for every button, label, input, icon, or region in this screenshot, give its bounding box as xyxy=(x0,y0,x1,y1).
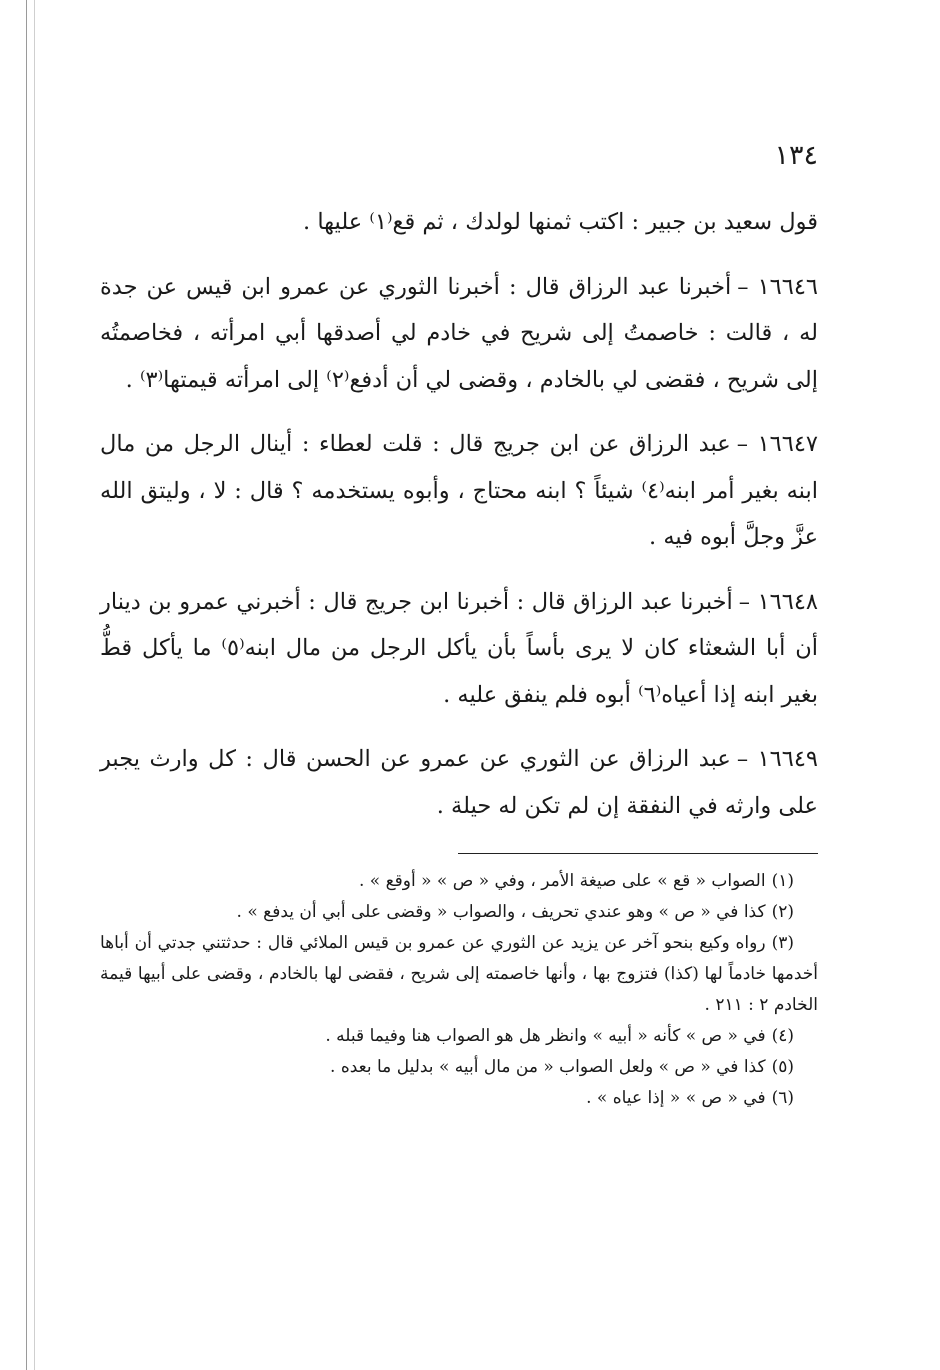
hadith-text: عبد الرزاق عن الثوري عن عمرو عن الحسن قال : كل وارث يجبر على وارثه في النفقة إن لم تكن له حيلة . xyxy=(100,746,818,819)
footnote-6 xyxy=(100,1083,818,1114)
footnote-2 xyxy=(100,897,818,928)
footnote-text: الصواب « قع » على صيغة الأمر ، وفي « ص » « أوقع » . xyxy=(359,871,766,891)
scan-edge-line-inner xyxy=(34,0,35,1370)
footnote-1 xyxy=(100,866,818,897)
book-page xyxy=(100,140,818,1114)
hadith-text: عبد الرزاق عن ابن جريج قال : قلت لعطاء : أينال الرجل من مال ابنه بغير أمر ابنه⁽٤⁾ شيئاً ؟ ابنه محتاج ، وأبوه يستخدمه ؟ قال : لا ، وليتق الله عزَّ وجلَّ أبوه فيه . xyxy=(100,431,818,550)
footnote-3 xyxy=(100,928,818,1021)
page-number: ١٣٤ xyxy=(774,140,818,171)
footnote-mark: (٤) xyxy=(771,1026,794,1046)
footnote-mark: (٥) xyxy=(771,1057,794,1077)
hadith-16648 xyxy=(100,579,818,719)
scan-edge-line xyxy=(26,0,27,1370)
hadith-text: أخبرنا عبد الرزاق قال : أخبرنا الثوري عن عمرو ابن قيس عن جدة له ، قالت : خاصمتُ إلى شريح في خادم لي أصدقها أبي امرأته ، فخاصمتُه إلى شريح ، فقضى لي بالخادم ، وقضى لي أن أدفع⁽٢⁾ إلى امرأته قيمتها⁽٣⁾ . xyxy=(100,273,818,393)
hadith-16649 xyxy=(100,736,818,829)
hadith-text: أخبرنا عبد الرزاق قال : أخبرنا ابن جريج قال : أخبرني عمرو بن دينار أن أبا الشعثاء كان لا يرى بأساً بأن يأكل الرجل من مال ابنه⁽٥⁾ ما يأكل قطُّ بغير ابنه إذا أعياه⁽٦⁾ أبوه فلم ينفق عليه . xyxy=(100,588,818,708)
hadith-number: ١٦٦٤٦ – xyxy=(737,273,818,300)
footnote-mark: (١) xyxy=(771,871,794,891)
hadith-16646 xyxy=(100,264,818,404)
footnote-text: كذا في « ص » ولعل الصواب « من مال أبيه » بدليل ما بعده . xyxy=(330,1057,766,1077)
hadith-number: ١٦٦٤٩ – xyxy=(736,746,819,772)
paragraph-text: قول سعيد بن جبير : اكتب ثمنها لولدك ، ثم قع⁽١⁾ عليها . xyxy=(303,209,818,235)
footnote-mark: (٣) xyxy=(771,933,794,953)
hadith-number: ١٦٦٤٨ – xyxy=(738,588,818,615)
footnote-divider xyxy=(458,853,818,854)
footnote-text: في « ص » كأنه « أبيه » وانظر هل هو الصواب هنا وفيما قبله . xyxy=(325,1026,766,1046)
hadith-number: ١٦٦٤٧ – xyxy=(736,431,818,457)
hadith-16647 xyxy=(100,421,818,561)
footnote-text: في « ص » « إذا عياه » . xyxy=(586,1088,766,1108)
footnote-mark: (٦) xyxy=(771,1088,794,1108)
footnote-text: رواه وكيع بنحو آخر عن يزيد عن الثوري عن عمرو بن قيس الملائي قال : حدثتني جدتي أن أباها أخدمها خادماً لها (كذا) فتزوج بها ، وأنها خاصمته إلى شريح ، فقضى لها بالخادم ، وقضى على أبيها قيمة الخادم ٢ : ٢١١ . xyxy=(100,933,818,1015)
footnotes xyxy=(100,866,818,1114)
paragraph-continuation xyxy=(100,199,818,246)
footnote-4 xyxy=(100,1021,818,1052)
footnote-mark: (٢) xyxy=(771,902,794,922)
footnote-text: كذا في « ص » وهو عندي تحريف ، والصواب « وقضى على أبي أن يدفع » . xyxy=(236,902,766,922)
footnote-5 xyxy=(100,1052,818,1083)
